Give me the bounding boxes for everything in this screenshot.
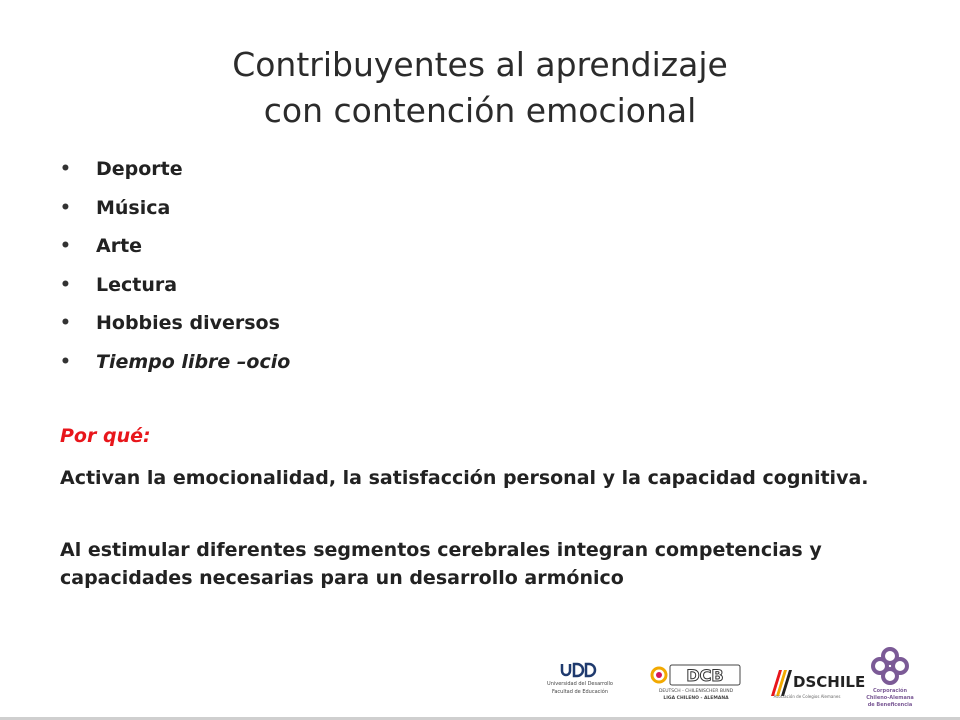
dcb-mark-text: DCB [686, 666, 724, 685]
bullet-item [60, 343, 290, 382]
dschile-mark-text: DSCHILE [793, 673, 866, 691]
bullet-text: Deporte [96, 158, 183, 180]
bullet-item [60, 189, 290, 228]
bullet-dot-icon: • [60, 159, 71, 179]
bullet-dot-icon: • [60, 274, 71, 295]
dschile-mark-icon [767, 662, 866, 704]
udd-logo [540, 662, 620, 702]
bullet-item [60, 266, 290, 305]
bullet-item [60, 304, 290, 343]
slide-title-line-1: Contribuyentes al aprendizaje [232, 45, 728, 84]
bullet-dot-icon: • [60, 313, 71, 333]
dcb-logo-line-1: DEUTSCH - CHILENISCHER BUND [658, 689, 734, 694]
dschile-logo [767, 662, 866, 704]
dcb-logo [650, 660, 742, 704]
bullet-dot-icon: • [60, 351, 71, 372]
bullet-text: Tiempo libre –ocio [96, 350, 291, 373]
bullet-item [60, 150, 290, 189]
bullet-text: Música [96, 196, 171, 219]
bullet-text: Arte [96, 235, 143, 257]
bullet-dot-icon: • [60, 197, 71, 218]
bullet-item [60, 227, 290, 266]
dcb-mark-icon [650, 660, 742, 704]
udd-mark-icon [540, 662, 620, 678]
udd-logo-line-2: Facultad de Educación [551, 689, 609, 695]
bullet-list [60, 150, 290, 381]
dcb-logo-line-2: LIGA CHILENO - ALEMANA [663, 696, 729, 701]
bullet-text: Lectura [96, 273, 178, 296]
reason-paragraph-2: Al estimular diferentes segmentos cerebrales integran competencias y capacidades necesarias para un desarrollo armónico [60, 539, 822, 589]
bullet-text: Hobbies diversos [96, 312, 280, 334]
corporacion-mark-icon [865, 646, 915, 710]
corporacion-logo-line-1: Corporación [872, 688, 908, 694]
why-heading: Por qué: [60, 425, 151, 447]
reason-paragraph-1: Activan la emocionalidad, la satisfacción personal y la capacidad cognitiva. [60, 467, 869, 489]
slide-title-line-2: con contención emocional [263, 91, 697, 130]
corporacion-logo-line-3: de Beneficencia [867, 702, 913, 708]
bullet-dot-icon: • [60, 236, 71, 256]
corporacion-logo-line-2: Chileno-Alemana [866, 695, 914, 701]
udd-logo-line-1: Universidad del Desarrollo [547, 681, 613, 687]
corporacion-logo [865, 646, 915, 710]
dschile-logo-line: Asociación de Colegios Alemanes [773, 694, 841, 699]
sponsor-logos [540, 640, 950, 710]
slide-title [0, 42, 960, 134]
